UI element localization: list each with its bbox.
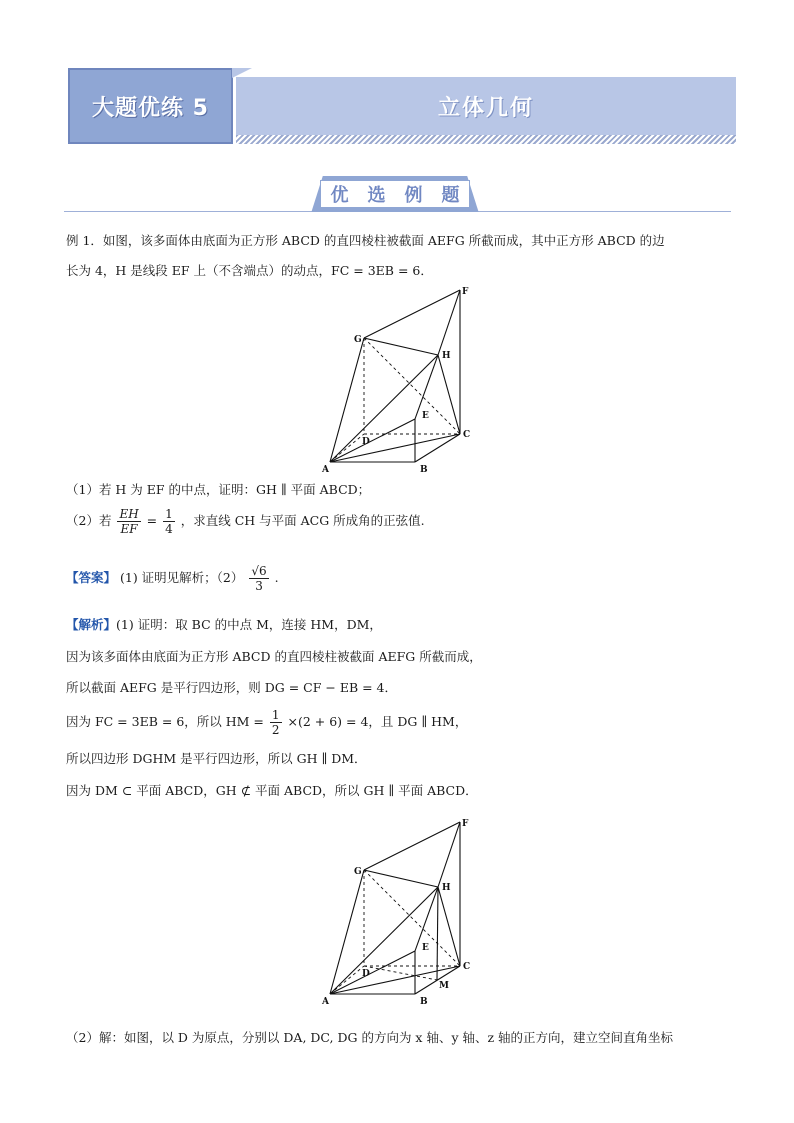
solution-line-5: 所以四边形 DGHM 是平行四边形，所以 GH ∥ DM． [66,751,367,766]
fig2-label-B: B [420,997,428,1006]
section-tag-inner [320,180,470,208]
section-char: 例 [404,185,423,206]
problem-line-2: 长为 4，H 是线段 EF 上（不含端点）的动点，FC = 3EB = 6． [66,263,433,278]
solution-line-7: （2）解：如图，以 D 为原点，分别以 DA, DC, DG 的方向为 x 轴、y 轴、z 轴的正方向，建立空间直角坐标 [66,1030,674,1045]
fig1-label-E: E [422,411,429,421]
fig2-label-C: C [463,962,471,972]
fig1-label-B: B [420,465,428,474]
fig1-label-H: H [442,351,451,361]
problem-line-1: 例 1．如图，该多面体由底面为正方形 ABCD 的直四棱柱被截面 AEFG 所截而成，其中正方形 ABCD 的边 [66,233,665,248]
figure-1-polyhedron [318,284,478,474]
fig2-label-E: E [422,943,429,953]
solution-line-1 [66,616,382,634]
fig2-label-F: F [462,819,469,829]
fig2-label-A: A [322,997,329,1006]
fig1-label-F: F [462,287,469,297]
banner-right-title: 立体几何 [437,96,534,121]
solution-line-6: 因为 DM ⊂ 平面 ABCD，GH ⊄ 平面 ABCD，所以 GH ∥ 平面 ABCD． [66,783,478,798]
solution-step-4-post: ×(2 + 6) = 4，且 DG ∥ HM， [287,714,468,729]
question-1: （1）若 H 为 EF 的中点，证明：GH ∥ 平面 ABCD； [66,482,371,497]
q2-fraction-ratio: $\frac{EH}{EF}$ [119,507,139,536]
section-tag [300,176,490,212]
fig1-label-G: G [354,335,362,345]
solution-step-4-pre: 因为 FC = 3EB = 6，所以 HM = [66,714,264,729]
answer-end: . [274,570,279,585]
section-char: 优 [330,185,349,206]
fig1-label-D: D [362,437,370,447]
q2-suffix: ，求直线 CH 与平面 ACG 所成角的正弦值. [180,513,425,528]
answer-fraction: $\frac{√6}{3}$ [251,564,267,593]
section-char: 选 [367,185,386,206]
section-char: 题 [441,185,460,206]
answer-text: (1) 证明见解析；（2） [120,570,244,585]
fig2-label-H: H [442,883,451,893]
banner-right-box [236,77,736,135]
solution-line-2: 因为该多面体由底面为正方形 ABCD 的直四棱柱被截面 AEFG 所截而成， [66,649,482,664]
fig2-label-D: D [362,969,370,979]
answer-tag: 【答案】 [66,570,117,585]
solution-line-4 [66,706,467,738]
solution-step-4-fraction: $\frac{1}{2}$ [271,708,280,737]
fig1-label-A: A [322,465,329,474]
banner-left-box [68,68,233,144]
figure-2-polyhedron [318,816,488,1006]
solution-step-1: (1) 证明：取 BC 的中点 M，连接 HM，DM， [116,617,382,632]
banner-hatch-strip [236,135,736,144]
solution-tag: 【解析】 [66,617,117,632]
fig2-label-G: G [354,867,362,877]
solution-line-3: 所以截面 AEFG 是平行四边形，则 DG = CF − EB = 4． [66,680,398,695]
header-banner [68,68,736,144]
answer-line [66,562,279,594]
q2-prefix: （2）若 [66,513,112,528]
fig2-label-M: M [439,981,449,991]
q2-fraction-value: $\frac{1}{4}$ [165,507,173,536]
q2-equals: = [146,513,158,528]
question-2 [66,506,425,536]
fig1-label-C: C [463,430,471,440]
banner-left-title: 大题优练 5 [92,95,209,121]
